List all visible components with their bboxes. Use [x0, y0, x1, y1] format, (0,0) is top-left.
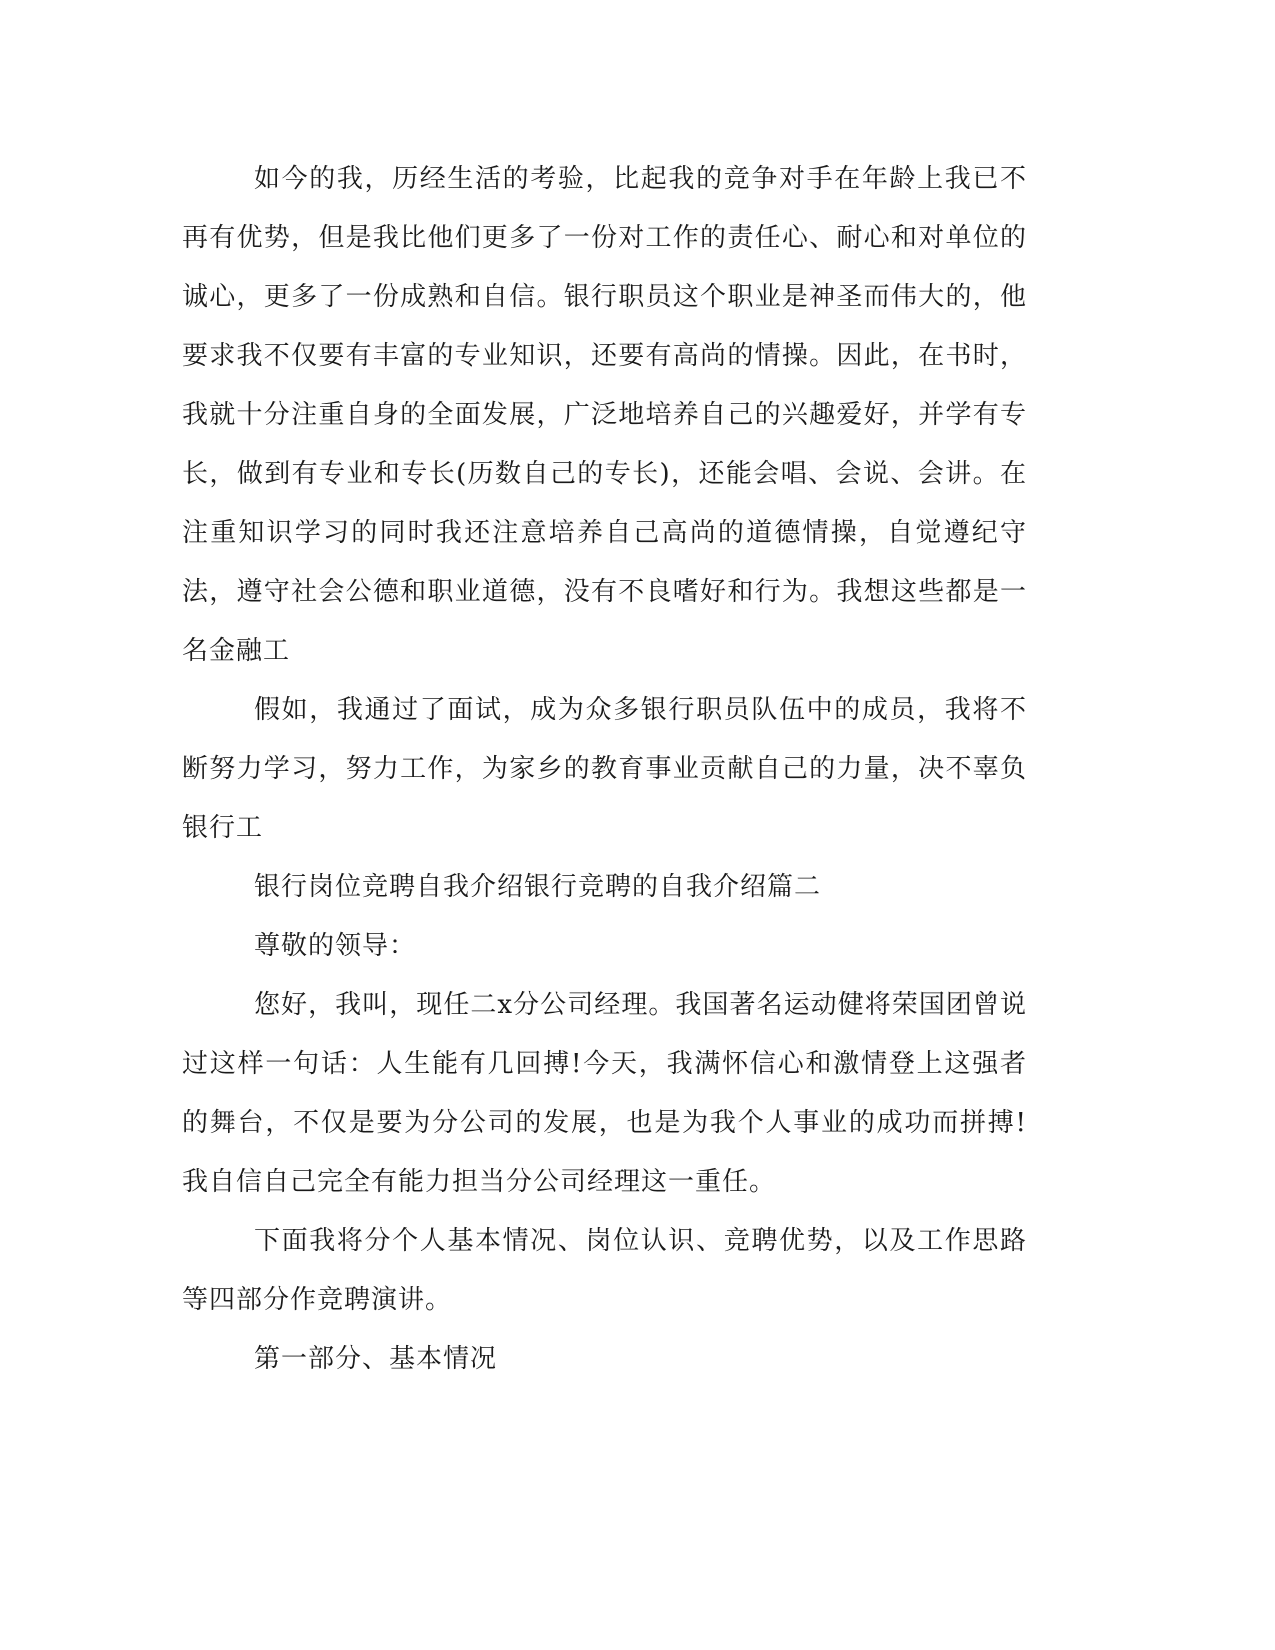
paragraph-outline: 下面我将分个人基本情况、岗位认识、竞聘优势，以及工作思路等四部分作竞聘演讲。	[182, 1226, 1027, 1315]
paragraph-greeting: 您好，我叫，现任二x分公司经理。我国著名运动健将荣国团曾说过这样一句话：人生能有几回搏!今天，我满怀信心和激情登上这强者的舞台，不仅是要为分公司的发展，也是为我个人事业的成功而拼搏!我自信自己完全有能力担当分公司经理这一重任。	[182, 990, 1027, 1197]
paragraph-interview: 假如，我通过了面试，成为众多银行职员队伍中的成员，我将不断努力学习，努力工作，为家乡的教育事业贡献自己的力量，决不辜负银行工	[182, 695, 1027, 843]
salutation: 尊敬的领导：	[254, 931, 417, 961]
section-heading: 银行岗位竞聘自我介绍银行竞聘的自我介绍篇二	[254, 872, 822, 902]
part-heading: 第一部分、基本情况	[254, 1344, 498, 1374]
document-body	[182, 150, 1027, 1389]
paragraph-intro: 如今的我，历经生活的考验，比起我的竞争对手在年龄上我已不再有优势，但是我比他们更多了一份对工作的责任心、耐心和对单位的诚心，更多了一份成熟和自信。银行职员这个职业是神圣而伟大的，他要求我不仅要有丰富的专业知识，还要有高尚的情操。因此，在书时，我就十分注重自身的全面发展，广泛地培养自己的兴趣爱好，并学有专长，做到有专业和专长(历数自己的专长)，还能会唱、会说、会讲。在注重知识学习的同时我还注意培养自己高尚的道德情操，自觉遵纪守法，遵守社会公德和职业道德，没有不良嗜好和行为。我想这些都是一名金融工	[182, 164, 1027, 666]
